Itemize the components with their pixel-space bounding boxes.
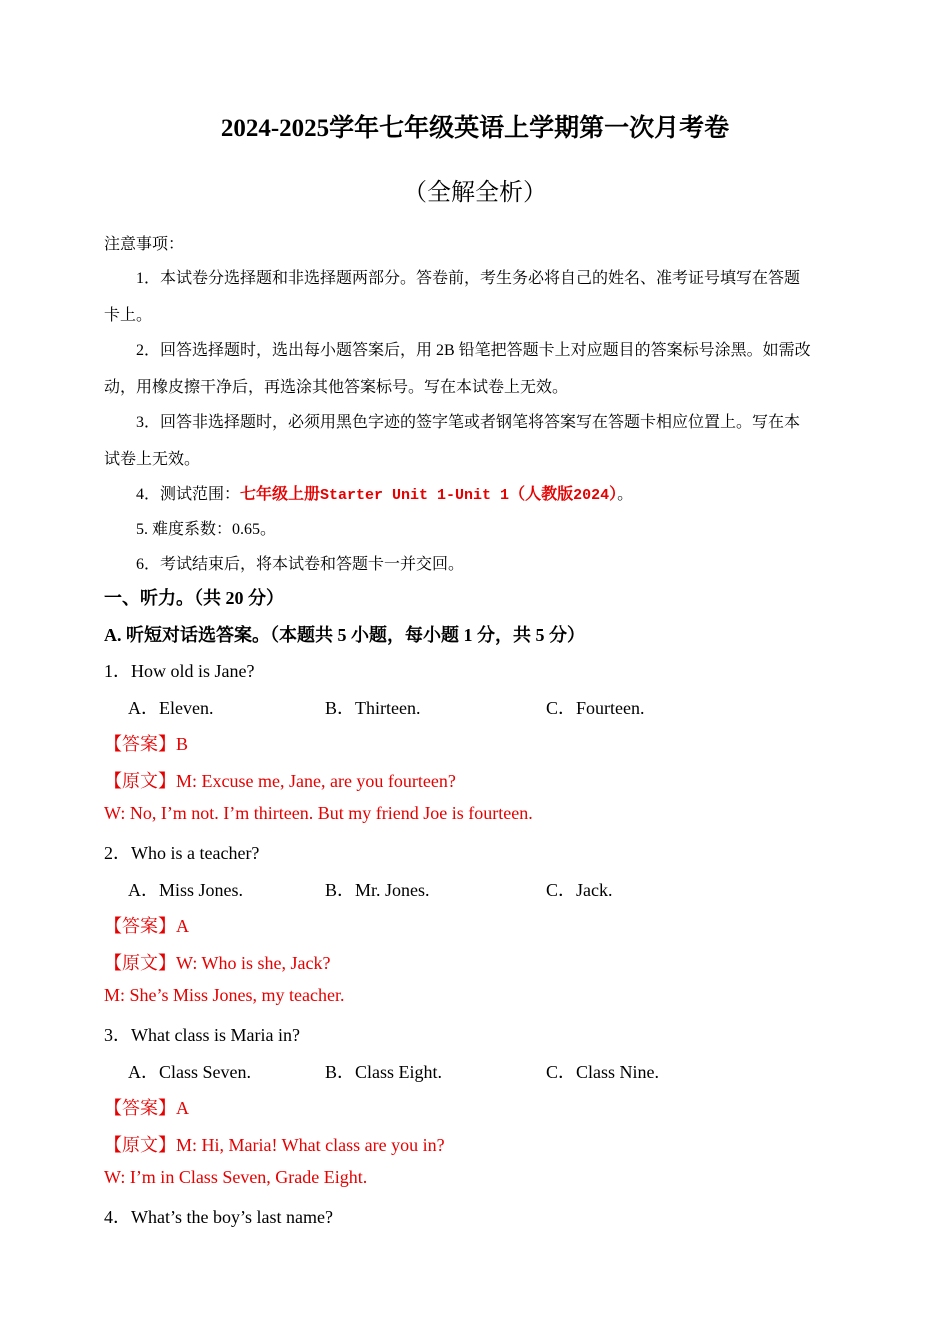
q3-transcript-line-1 — [104, 1131, 445, 1157]
notes-heading: 注意事项： — [104, 236, 185, 253]
note-2-line-1: 2．回答选择题时，选出每小题答案后，用 2B 铅笔把答题卡上对应题目的答案标号涂黑。如需改 — [136, 342, 811, 359]
question-2: 2．Who is a teacher? — [104, 843, 260, 863]
q3-transcript-line-2: W: I’m in Class Seven, Grade Eight. — [104, 1167, 368, 1187]
q3-transcript-text: M: Hi, Maria! What class are you in? — [176, 1135, 445, 1155]
q3-option-c: C．Class Nine. — [546, 1062, 660, 1082]
note-2-line-2: 动，用橡皮擦干净后，再选涂其他答案标号。写在本试卷上无效。 — [104, 379, 569, 396]
q2-transcript-label: 【原文】 — [104, 953, 176, 973]
test-range-close: ） — [609, 486, 618, 503]
note-5: 5. 难度系数：0.65。 — [136, 521, 277, 538]
q3-option-b: B．Class Eight. — [325, 1062, 443, 1082]
note-4-suffix: 。 — [617, 486, 634, 503]
page-title: 2024-2025学年七年级英语上学期第一次月考卷 — [220, 115, 730, 142]
q2-option-a: A．Miss Jones. — [128, 880, 244, 900]
q1-transcript-label: 【原文】 — [104, 771, 176, 791]
question-3: 3．What class is Maria in? — [104, 1025, 300, 1045]
note-1-line-2: 卡上。 — [104, 307, 153, 324]
q2-transcript-line-1 — [104, 949, 330, 975]
note-6: 6．考试结束后，将本试卷和答题卡一并交回。 — [136, 556, 465, 573]
note-4 — [136, 481, 633, 504]
page-subtitle: （全解全析） — [403, 180, 547, 206]
q3-answer: 【答案】A — [104, 1098, 189, 1118]
q2-transcript-line-2: M: She’s Miss Jones, my teacher. — [104, 985, 345, 1005]
q3-option-a: A．Class Seven. — [128, 1062, 251, 1082]
q1-transcript-text: M: Excuse me, Jane, are you fourteen? — [176, 771, 456, 791]
q1-answer: 【答案】B — [104, 734, 189, 754]
question-4: 4．What’s the boy’s last name? — [104, 1207, 333, 1227]
q1-transcript-line-1 — [104, 767, 456, 793]
note-1-line-1: 1．本试卷分选择题和非选择题两部分。答卷前，考生务必将自己的姓名、准考证号填写在答题 — [136, 270, 801, 287]
test-range-grade: 七年级上册 — [240, 486, 321, 503]
q3-transcript-label: 【原文】 — [104, 1135, 176, 1155]
q2-option-c: C．Jack. — [546, 880, 613, 900]
q2-option-b: B．Mr. Jones. — [325, 880, 430, 900]
test-range-edition: （人教版 — [509, 486, 574, 503]
note-3-line-2: 试卷上无效。 — [104, 451, 201, 468]
q1-option-c: C．Fourteen. — [546, 698, 645, 718]
section-heading-listening: 一、听力。（共 20 分） — [104, 588, 284, 608]
test-range-units: Starter Unit 1-Unit 1 — [320, 487, 510, 504]
note-4-prefix: 4．测试范围： — [136, 486, 241, 503]
q1-transcript-line-2: W: No, I’m not. I’m thirteen. But my friend Joe is fourteen. — [104, 803, 533, 823]
q1-option-b: B．Thirteen. — [325, 698, 421, 718]
q2-answer: 【答案】A — [104, 916, 189, 936]
note-3-line-1: 3．回答非选择题时，必须用黑色字迹的签字笔或者钢笔将答案写在答题卡相应位置上。写在本 — [136, 414, 801, 431]
test-range-year: 2024 — [573, 487, 610, 504]
section-a-heading: A. 听短对话选答案。（本题共 5 小题，每小题 1 分，共 5 分） — [104, 625, 585, 645]
q1-option-a: A．Eleven. — [128, 698, 214, 718]
question-1: 1．How old is Jane? — [104, 661, 255, 681]
q2-transcript-text: W: Who is she, Jack? — [176, 953, 331, 973]
